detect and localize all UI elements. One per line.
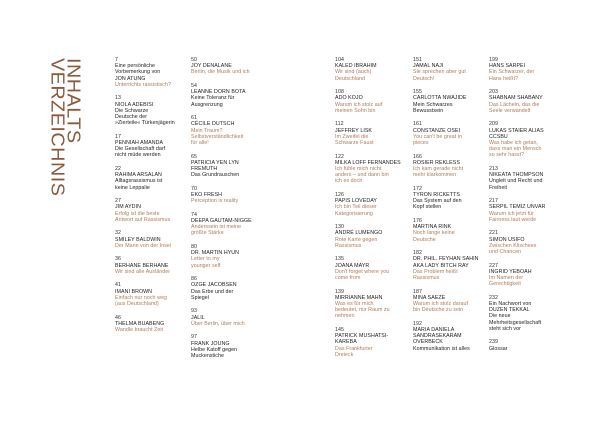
entry-subtitle-line: Mein Traum? bbox=[191, 127, 223, 134]
page-number: 227 bbox=[489, 262, 498, 269]
toc-entry[interactable] bbox=[489, 263, 565, 288]
toc-entry[interactable] bbox=[489, 339, 565, 351]
toc-entry[interactable] bbox=[335, 57, 411, 82]
entry-title-line: MINA SAEZE bbox=[413, 294, 446, 301]
entry-subtitle-line: Wandle braucht Zeit bbox=[115, 327, 164, 334]
toc-entry[interactable] bbox=[335, 224, 411, 249]
entry-title-line: Bewusstsein bbox=[413, 107, 444, 114]
entry-title-line: SERPIL TEMIZ UNVAR bbox=[489, 204, 546, 211]
toc-entry[interactable] bbox=[115, 95, 191, 126]
page-number: 74 bbox=[191, 211, 197, 218]
entry-subtitle-line: Kategorisierung bbox=[335, 210, 373, 217]
entry-title-line: OVERBECK bbox=[413, 339, 443, 346]
entry-title-line: Vorbemerkung von bbox=[115, 69, 161, 76]
page-number: 155 bbox=[413, 89, 422, 96]
entry-subtitle-line: Fairness laut werde bbox=[489, 216, 537, 223]
toc-entry[interactable] bbox=[413, 57, 489, 82]
entry-title-line: Spiegel bbox=[191, 294, 210, 301]
entry-title-line: BERHANE BERHANE bbox=[115, 262, 169, 269]
entry-subtitle-line: Im Zweifel die bbox=[335, 133, 369, 140]
page-number: 232 bbox=[489, 294, 498, 301]
toc-entry[interactable] bbox=[115, 256, 191, 275]
entry-subtitle-line: Das Frankfurter bbox=[335, 345, 373, 352]
toc-entry[interactable] bbox=[335, 121, 411, 146]
entry-subtitle-line: Warum ich stolz auf bbox=[335, 101, 383, 108]
entry-subtitle-line: anders – und dann bin bbox=[335, 172, 389, 179]
entry-title-line: JAMAL NAJI bbox=[413, 63, 444, 70]
entry-subtitle-line: Deutsche bbox=[413, 236, 436, 243]
entry-subtitle-line: Über Berlin, über mich bbox=[191, 320, 245, 327]
toc-column bbox=[489, 57, 565, 359]
toc-entry[interactable] bbox=[489, 121, 565, 158]
entry-subtitle-line: younger self bbox=[191, 262, 221, 269]
entry-subtitle-line: nehmen bbox=[335, 313, 355, 320]
toc-entry[interactable] bbox=[191, 57, 267, 76]
page-number: 50 bbox=[191, 57, 197, 63]
toc-entry[interactable] bbox=[335, 192, 411, 217]
page-number: 22 bbox=[115, 166, 121, 173]
page-number: 151 bbox=[413, 57, 422, 63]
page-number: 126 bbox=[335, 192, 344, 199]
entry-title-line: JON ATUNG bbox=[115, 75, 146, 82]
page-number: 36 bbox=[115, 256, 121, 263]
entry-title-line: Das System auf den bbox=[413, 198, 462, 205]
toc-column bbox=[335, 57, 411, 365]
entry-subtitle-line: Im Namen der bbox=[489, 275, 524, 282]
page-number: 41 bbox=[115, 282, 121, 289]
entry-title-line: DUZEN TEKKAL bbox=[489, 307, 530, 314]
entry-title-line: FREMUTH bbox=[191, 166, 218, 173]
entry-title-line: Die Schwarze bbox=[115, 107, 149, 114]
entry-title-line: TYRON RICKETTS bbox=[413, 192, 460, 199]
page-number: 221 bbox=[489, 230, 498, 237]
entry-subtitle-line: mehr klarkommen bbox=[413, 172, 457, 179]
entry-subtitle-line: dass man ein Mensch bbox=[489, 146, 542, 153]
entry-subtitle-line: Berlin, die Musik und ich bbox=[191, 69, 250, 76]
entry-subtitle-line: Ich fühle mich nicht bbox=[335, 166, 382, 173]
entry-title-line: Ein Nachwort von bbox=[489, 301, 532, 308]
entry-title-line: AKA LADY BITCH RAY bbox=[413, 262, 469, 269]
toc-entry[interactable] bbox=[191, 186, 267, 205]
entry-title-line: SHABNAM SHABANY bbox=[489, 95, 543, 102]
toc-entry[interactable] bbox=[413, 321, 489, 352]
entry-title-line: SMILEY BALDWIN bbox=[115, 236, 161, 243]
entry-subtitle-line: Antwort auf Rassismus bbox=[115, 216, 171, 223]
entry-title-line: SIMON USIFO bbox=[489, 236, 525, 243]
toc-entry[interactable] bbox=[413, 89, 489, 114]
entry-title-line: Das Erbe und der bbox=[191, 288, 234, 295]
page-number: 217 bbox=[489, 198, 498, 205]
toc-entry[interactable] bbox=[413, 154, 489, 179]
entry-subtitle-line: Warum ich stolz darauf bbox=[413, 301, 469, 308]
entry-title-line: CCSBU bbox=[489, 133, 508, 140]
entry-title-line: Kommunikation ist alles bbox=[413, 345, 470, 352]
entry-title-line: Das Grundrauschen bbox=[191, 172, 240, 179]
entry-title-line: PAPIS LOVEDAY bbox=[335, 198, 377, 205]
toc-entry[interactable] bbox=[191, 212, 267, 237]
toc-entry[interactable] bbox=[489, 89, 565, 114]
entry-subtitle-line: Einfach nur noch weg bbox=[115, 294, 167, 301]
entry-title-line: PATRICIA YEN LYN bbox=[191, 159, 239, 166]
entry-title-line: JOANA MAYR bbox=[335, 262, 370, 269]
entry-title-line: ROSIER REKLESS bbox=[413, 159, 460, 166]
entry-subtitle-line: Selbstverständlichkeit bbox=[191, 133, 244, 140]
entry-subtitle-line: Perception is reality bbox=[191, 198, 239, 205]
toc-entry[interactable] bbox=[335, 289, 411, 320]
entry-title-line: CONSTANZE OSEI bbox=[413, 127, 461, 134]
entry-title-line: Ausgrenzung bbox=[191, 101, 223, 108]
entry-title-line: »Zierteile« Türkenjägerin bbox=[115, 120, 175, 127]
heading-line-verzeichnis: VERZEICHNIS bbox=[46, 58, 68, 197]
entry-title-line: Freiheit bbox=[489, 184, 508, 191]
entry-title-line: HANS SARPEI bbox=[489, 63, 526, 70]
entry-subtitle-line: so sehr hasst? bbox=[489, 152, 525, 159]
page-number: 130 bbox=[335, 224, 344, 231]
entry-title-line: steht sich vor bbox=[489, 325, 521, 332]
entry-title-line: DR. PHIL. FEYHAN SAHIN bbox=[413, 256, 479, 263]
entry-subtitle-line: Hans heißt? bbox=[489, 75, 519, 82]
page-number: 161 bbox=[413, 121, 422, 128]
entry-subtitle-line: Erfolg ist die beste bbox=[115, 210, 160, 217]
entry-title-line: PENNIAH AMANDA bbox=[115, 140, 164, 147]
entry-subtitle-line: Der Mann von der Insel bbox=[115, 242, 172, 249]
entry-subtitle-line: Seele verwandelt bbox=[489, 107, 531, 114]
toc-entry[interactable] bbox=[489, 166, 565, 191]
entry-subtitle-line: Ich kam gerade nicht bbox=[413, 166, 464, 173]
toc-entry[interactable] bbox=[191, 334, 267, 359]
entry-title-line: INGRID YEBOAH bbox=[489, 268, 532, 275]
toc-entry[interactable] bbox=[489, 57, 565, 82]
page-number: 209 bbox=[489, 121, 498, 128]
entry-subtitle-line: Noch lange keine bbox=[413, 230, 455, 237]
entry-subtitle-line: Sie sprechen aber gut bbox=[413, 69, 466, 76]
entry-subtitle-line: You can't be great in bbox=[413, 133, 462, 140]
page-number: 139 bbox=[335, 288, 344, 295]
entry-title-line: Helbe Katoff gegen bbox=[191, 346, 238, 353]
entry-title-line: JOY DENALANE bbox=[191, 63, 232, 70]
entry-title-line: keine Leppalie bbox=[115, 184, 150, 191]
entry-subtitle-line: (aus Deutschland) bbox=[115, 301, 159, 308]
entry-title-line: Keine Toleranz für bbox=[191, 95, 235, 102]
entry-subtitle-line: größte Stärke bbox=[191, 230, 224, 237]
toc-entry[interactable] bbox=[413, 121, 489, 146]
entry-title-line: RAHIMA ARSALAN bbox=[115, 172, 162, 179]
entry-title-line: Kopf stellen bbox=[413, 204, 442, 211]
entry-title-line: CÉCILE DUTSCH bbox=[191, 121, 235, 128]
toc-entry[interactable] bbox=[335, 154, 411, 185]
page-number: 54 bbox=[191, 83, 197, 89]
entry-subtitle-line: Anderssein ist meine bbox=[191, 224, 242, 231]
entry-title-line: KALED IBRAHIM bbox=[335, 63, 377, 70]
entry-title-line: JIM AYDIN bbox=[115, 204, 141, 211]
entry-title-line: LEANNE DORN BOTA bbox=[191, 89, 246, 96]
entry-title-line: NIOLA ADEBISI bbox=[115, 101, 154, 108]
entry-title-line: ANDRÉ LUMENGO bbox=[335, 230, 383, 237]
page-number: 7 bbox=[115, 57, 118, 63]
entry-subtitle-line: Zwischen Klischees bbox=[489, 242, 537, 249]
entry-title-line: THELMA BUABENG bbox=[115, 320, 165, 327]
toc-entry[interactable] bbox=[115, 282, 191, 307]
toc-entry[interactable] bbox=[191, 244, 267, 269]
entry-subtitle-line: Rassismus bbox=[413, 275, 440, 282]
page-number: 108 bbox=[335, 89, 344, 96]
entry-title-line: EKO FRESH bbox=[191, 192, 223, 199]
entry-title-line: Mein Schwarzes bbox=[413, 101, 453, 108]
entry-title-line: JALIL bbox=[191, 314, 205, 321]
entry-title-line: Muckenstiche bbox=[191, 353, 224, 360]
entry-subtitle-line: meinen Sohn bin bbox=[335, 107, 376, 114]
page-number: 32 bbox=[115, 230, 121, 237]
toc-entry[interactable] bbox=[489, 230, 565, 255]
page-number: 239 bbox=[489, 339, 498, 346]
entry-subtitle-line: Wir sind alle Ausländer bbox=[115, 268, 171, 275]
entry-title-line: NIKEATA THOMPSON bbox=[489, 172, 544, 179]
page-number: 176 bbox=[413, 218, 422, 225]
toc-entry[interactable] bbox=[335, 327, 411, 358]
entry-subtitle-line: Dreieck bbox=[335, 351, 354, 358]
entry-title-line: DR. MARTIN HYUN bbox=[191, 250, 240, 257]
entry-subtitle-line: Ein Schwarzer, der bbox=[489, 69, 535, 76]
toc-entry[interactable] bbox=[191, 154, 267, 179]
page-number: 46 bbox=[115, 314, 121, 321]
heading-line-inhalts: INHALTS bbox=[62, 58, 84, 144]
page-number: 192 bbox=[413, 320, 422, 327]
toc-entry[interactable] bbox=[413, 289, 489, 314]
page-number: 65 bbox=[191, 153, 197, 160]
page-number: 166 bbox=[413, 153, 422, 160]
entry-title-line: Eine persönliche bbox=[115, 63, 155, 70]
entry-subtitle-line: Was es für mich bbox=[335, 301, 374, 308]
toc-entry[interactable] bbox=[115, 134, 191, 159]
toc-entry[interactable] bbox=[191, 276, 267, 301]
entry-subtitle-line: bin Deutsche zu sein bbox=[413, 307, 464, 314]
toc-entry[interactable] bbox=[489, 295, 565, 332]
entry-subtitle-line: Unterrichts rassistisch? bbox=[115, 81, 171, 88]
page-number: 104 bbox=[335, 57, 344, 63]
entry-title-line: LUKAS STAIER ALIAS bbox=[489, 127, 544, 134]
toc-entry[interactable] bbox=[335, 89, 411, 114]
toc-entry[interactable] bbox=[115, 166, 191, 191]
entry-subtitle-line: come from bbox=[335, 275, 361, 282]
toc-entry[interactable] bbox=[489, 198, 565, 223]
entry-subtitle-line: Das Lächeln, das die bbox=[489, 101, 540, 108]
entry-subtitle-line: ich es doch bbox=[335, 178, 363, 185]
page-number: 93 bbox=[191, 308, 197, 315]
page-number: 172 bbox=[413, 185, 422, 192]
entry-title-line: KAREBA bbox=[335, 339, 357, 346]
entry-subtitle-line: Rassismus bbox=[335, 242, 362, 249]
page-number: 187 bbox=[413, 288, 422, 295]
page-number: 97 bbox=[191, 334, 197, 341]
entry-title-line: Mehrheitsgesellschaft bbox=[489, 319, 542, 326]
entry-title-line: ADO KOJO bbox=[335, 95, 363, 102]
entry-subtitle-line: Wir sind (auch) bbox=[335, 69, 372, 76]
page-number: 182 bbox=[413, 250, 422, 257]
page-number: 86 bbox=[191, 276, 197, 283]
toc-entry[interactable] bbox=[413, 250, 489, 281]
entry-title-line: MARTINA RINK bbox=[413, 224, 452, 231]
entry-subtitle-line: pieces bbox=[413, 140, 429, 147]
page-number: 17 bbox=[115, 133, 121, 140]
toc-entry[interactable] bbox=[115, 198, 191, 223]
toc-entry[interactable] bbox=[413, 186, 489, 211]
toc-entry[interactable] bbox=[191, 115, 267, 146]
entry-subtitle-line: bedeutet, mir Raum zu bbox=[335, 307, 390, 314]
toc-entry[interactable] bbox=[115, 230, 191, 249]
entry-subtitle-line: und Chancen bbox=[489, 249, 522, 256]
page-number: 203 bbox=[489, 89, 498, 96]
page-number: 112 bbox=[335, 121, 344, 128]
entry-subtitle-line: Don't forget where you bbox=[335, 268, 390, 275]
toc-column bbox=[115, 57, 191, 341]
entry-title-line: OZGE JACOBSEN bbox=[191, 282, 237, 289]
entry-title-line: MILKA LOFF FERNANDES bbox=[335, 159, 401, 166]
entry-title-line: Deutsche der bbox=[115, 114, 148, 121]
entry-title-line: PATRICK MUSHATSI- bbox=[335, 333, 389, 340]
page-number: 135 bbox=[335, 256, 344, 263]
entry-subtitle-line: Ich bin Teil dieser bbox=[335, 204, 377, 211]
toc-entry[interactable] bbox=[191, 308, 267, 327]
entry-subtitle-line: Schwarze Faust bbox=[335, 140, 374, 147]
entry-subtitle-line: Deutschland bbox=[335, 75, 365, 82]
page-number: 27 bbox=[115, 198, 121, 205]
entry-title-line: FRANK JOUNG bbox=[191, 340, 230, 347]
entry-title-line: IMANI BROWN bbox=[115, 288, 153, 295]
page-number: 61 bbox=[191, 115, 197, 122]
entry-subtitle-line: für alle! bbox=[191, 140, 209, 147]
entry-title-line: DEEPA GAUTAM-NIGGE bbox=[191, 218, 252, 225]
entry-title-line: Die neue bbox=[489, 313, 511, 320]
entry-title-line: CARLOTTA NWAJIDE bbox=[413, 95, 467, 102]
entry-title-line: nicht müde werden bbox=[115, 152, 161, 159]
toc-entry[interactable] bbox=[335, 256, 411, 281]
page-number: 199 bbox=[489, 57, 498, 63]
entry-title-line: Glossar bbox=[489, 345, 508, 352]
page-number: 80 bbox=[191, 244, 197, 251]
toc-entry[interactable] bbox=[115, 57, 191, 88]
entry-subtitle-line: Warum ich jetzt für bbox=[489, 210, 534, 217]
toc-entry[interactable] bbox=[115, 315, 191, 334]
entry-subtitle-line: Rote Karte gegen bbox=[335, 236, 378, 243]
toc-entry[interactable] bbox=[413, 218, 489, 243]
page-number: 145 bbox=[335, 327, 344, 334]
page-number: 213 bbox=[489, 166, 498, 173]
entry-subtitle-line: Was habe ich getan, bbox=[489, 140, 539, 147]
entry-title-line: MARIA DANIELA bbox=[413, 327, 455, 334]
entry-title-line: MIRRIANNE MAHN bbox=[335, 294, 383, 301]
entry-title-line: Alltagsrassismus ist bbox=[115, 178, 163, 185]
toc-column bbox=[413, 57, 489, 359]
page-number: 122 bbox=[335, 153, 344, 160]
entry-subtitle-line: Deutsch! bbox=[413, 75, 435, 82]
contents-heading bbox=[46, 58, 84, 220]
entry-subtitle-line: Das Problem heißt bbox=[413, 268, 458, 275]
entry-title-line: Ungleit und Recht und bbox=[489, 178, 543, 185]
entry-subtitle-line: Gerechtigkeit bbox=[489, 281, 521, 288]
page-number: 70 bbox=[191, 185, 197, 192]
entry-title-line: JEFFREY LISK bbox=[335, 127, 373, 134]
entry-subtitle-line: Letter to my bbox=[191, 256, 220, 263]
toc-column bbox=[191, 57, 267, 367]
entry-title-line: SANDRASEKARAM bbox=[413, 333, 462, 340]
entry-title-line: Die Gesellschaft darf bbox=[115, 146, 166, 153]
toc-entry[interactable] bbox=[191, 83, 267, 108]
page-number: 13 bbox=[115, 95, 121, 102]
